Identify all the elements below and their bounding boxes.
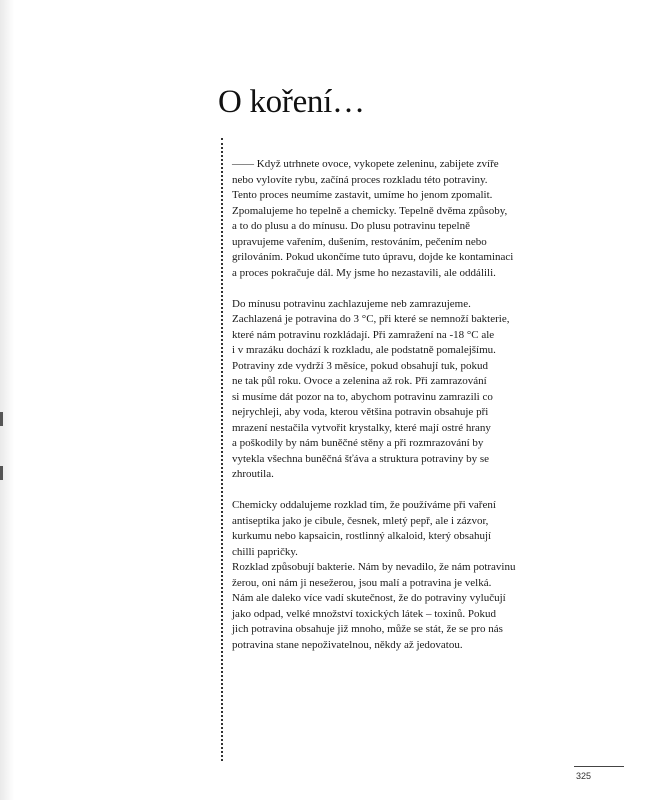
text-line: nejrychleji, aby voda, kterou většina potravin obsahuje při (232, 406, 489, 418)
text-line: Tento proces neumíme zastavit, umíme ho jenom zpomalit. (232, 189, 493, 201)
footer-rule (574, 766, 624, 767)
gutter-mark (0, 412, 3, 426)
paragraph-4 (232, 560, 527, 653)
text-line: si musíme dát pozor na to, abychom potravinu zamrazili co (232, 390, 493, 403)
text-line: Chemicky oddalujeme rozklad tím, že používáme při vaření (232, 499, 496, 511)
text-line: a to do plusu a do mínusu. Do plusu potravinu tepelně (232, 220, 470, 232)
dotted-margin-rule (221, 138, 223, 761)
text-line: —— Když utrhnete ovoce, vykopete zeleninu, zabijete zvíře (232, 158, 499, 170)
text-line: antiseptika jako je cibule, česnek, mletý pepř, ale i zázvor, (232, 514, 489, 527)
text-line: jich potravina obsahuje již mnoho, může se stát, že se pro nás (232, 623, 503, 635)
text-line: kurkumu nebo kapsaicin, rostlinný alkaloid, který obsahují (232, 530, 492, 542)
text-line: Potraviny zde vydrží 3 měsíce, pokud obsahují tuk, pokud (232, 359, 489, 372)
gutter-mark (0, 466, 3, 480)
paragraph-2 (232, 297, 527, 483)
text-line: Zpomalujeme ho tepelně a chemicky. Tepelně dvěma způsoby, (232, 204, 508, 217)
text-line: Rozklad způsobují bakterie. Nám by nevadilo, že nám potravinu (232, 561, 516, 573)
text-line: i v mrazáku dochází k rozkladu, ale podstatně pomalejšímu. (232, 344, 496, 356)
text-line: chilli papričky. (232, 545, 298, 558)
text-line: mrazení nestačila vytvořit krystalky, které mají ostré hrany (232, 421, 491, 434)
page-number: 325 (576, 771, 592, 781)
page-title: O koření… (218, 84, 365, 120)
text-line: upravujeme vařením, dušením, restováním, pečením nebo (232, 235, 487, 248)
text-line: Nám ale daleko více vadí skutečnost, že do potraviny vylučují (232, 592, 506, 604)
text-line: a proces pokračuje dál. My jsme ho nezastavili, ale oddálili. (232, 266, 496, 279)
text-line: jako odpad, velké množství toxických látek – toxinů. Pokud (232, 607, 496, 620)
body-text (232, 157, 527, 669)
text-line: které nám potravinu rozkládají. Při zamražení na -18 °C ale (232, 328, 495, 341)
text-line: žerou, oni nám ji nesežerou, jsou malí a potravina je velká. (232, 576, 492, 589)
text-line: Zachlazená je potravina do 3 °C, při které se nemnoží bakterie, (232, 313, 510, 325)
text-line: zhroutila. (232, 468, 274, 480)
paragraph-1 (232, 157, 527, 281)
text-line: ne tak půl roku. Ovoce a zelenina až rok. Při zamrazování (232, 375, 487, 387)
text-line: a poškodily by nám buněčné stěny a při rozmrazování by (232, 437, 484, 449)
page-gutter-shadow (0, 0, 14, 800)
text-line: Do mínusu potravinu zachlazujeme neb zamrazujeme. (232, 297, 471, 310)
text-line: nebo vylovíte rybu, začíná proces rozkladu této potraviny. (232, 173, 488, 186)
text-line: vytekla všechna buněčná šťáva a struktura potraviny by se (232, 452, 490, 465)
text-line: potravina stane nepoživatelnou, někdy až jedovatou. (232, 638, 463, 651)
text-line: grilováním. Pokud ukončíme tuto úpravu, dojde ke kontaminaci (232, 251, 514, 263)
paragraph-3 (232, 498, 527, 560)
